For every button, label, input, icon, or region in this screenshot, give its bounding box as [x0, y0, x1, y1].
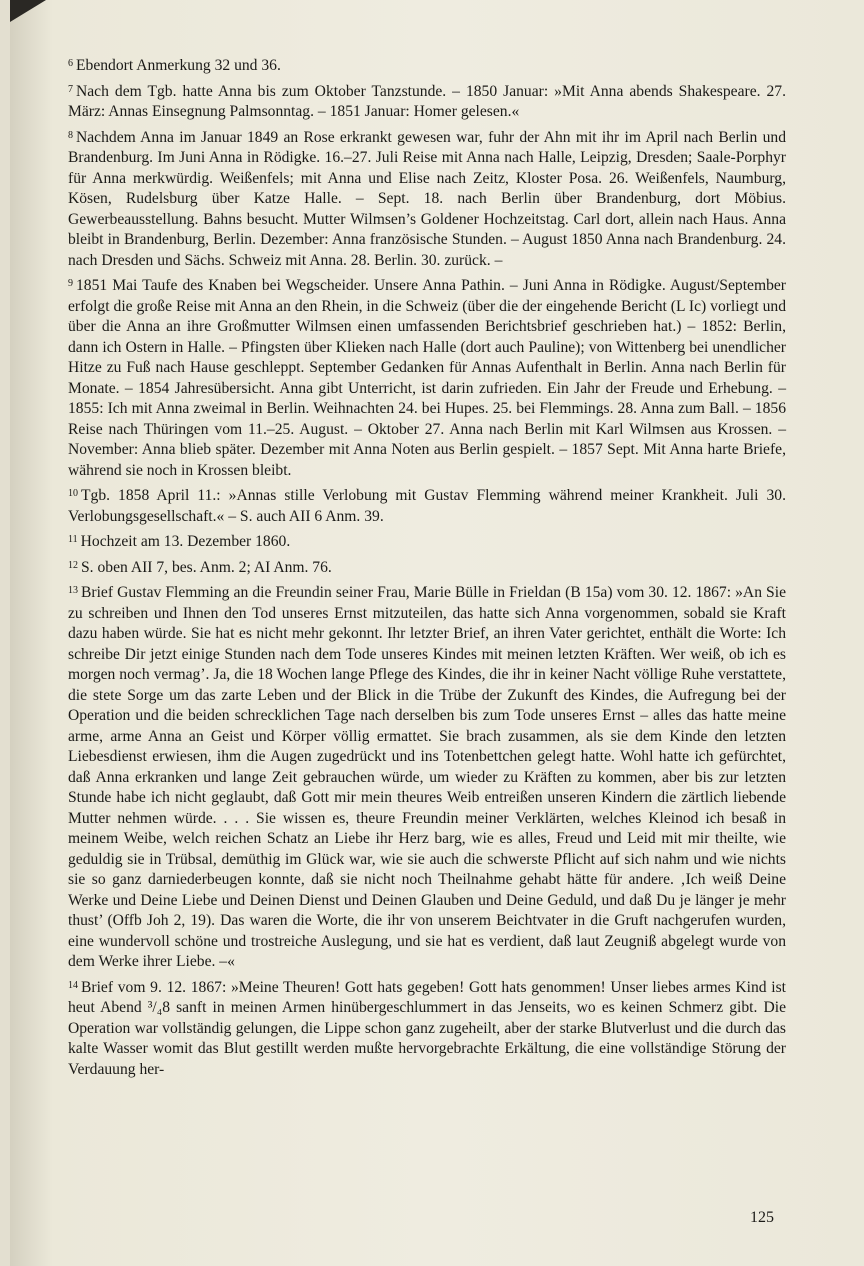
footnotes-block	[68, 54, 786, 1083]
footnote-text: Brief Gustav Flemming an die Freundin seiner Frau, Marie Bülle in Frieldan (B 15a) vom 30. 12. 1867: »An Sie zu schreiben und Ihnen den Tod unseres Ernst mitzuteilen, das hatte sich Anna vorgenommen, sobald sie Kraft dazu haben würde. Sie hat es nicht mehr gekonnt. Ihr letzter Brief, an ihren Vater gerichtet, enthält die Worte: Ich schreibe Dir jetzt einige Stunden nach dem Tode unseres Kindes mit meinen letzten Kräften. Wer weiß, ob ich es morgen noch vermag’. Ja, die 18 Wochen lange Pflege des Kindes, die ihr in keiner Nacht völlige Ruhe verstattete, die stete Sorge um das zarte Leben und der Blick in die Trübe der Zukunft des Kindes, die Aufregung bei der Operation und die beiden schrecklichen Tage nach derselben bis zum Tode unseres Ernst – alles das hatte meine arme, arme Anna an Geist und Körper völlig ermattet. Sie brach zusammen, als sie dem Kinde den letzten Liebesdienst erwiesen, ihm die Augen zugedrückt und ins Totenbettchen gelegt hatte. Wohl hatte ich gefürchtet, daß Anna erkranken und lange Zeit gebrauchen würde, um wieder zu Kräften zu kommen, aber bis zur letzten Stunde habe ich nicht geglaubt, daß Gott mir mein theures Weib entreißen unseren Kindern die zärtlich liebende Mutter nehmen würde. . . . Sie wissen es, theure Freundin meiner Verklärten, welches Kleinod ich besaß in meinem Weibe, welch reichen Schatz an Liebe ihr Herz barg, wie es alles, Freud und Leid mit mir theilte, wie geduldig sie in Trübsal, demüthig im Glück war, wie sie auch die schwerste Pflicht auf sich nahm und wie nichts sie so ganz darniederbeugen konnte, daß sie nicht noch Theilnahme gehabt hätte für andere. ‚Ich weiß Deine Werke und Deine Liebe und Deinen Dienst und Deinen Glauben und Deine Geduld, und daß Du je länger je mehr thust’ (Offb Joh 2, 19). Das waren die Worte, die ihr von unserem Beichtvater in die Gruft nachgerufen wurden, eine wundervoll schöne und trostreiche Auslegung, und sie hat es verdient, daß laut Zeugniß abgelegt wurde von dem Werke ihrer Liebe. –«	[68, 584, 786, 970]
footnote-11: $^{11}$ Hochzeit am 13. Dezember 1860.	[68, 533, 291, 550]
footnote-text: Nach dem Tgb. hatte Anna bis zum Oktober Tanzstunde. – 1850 Januar: »Mit Anna abends Shakespeare. 27. März: Annas Einsegnung Palmsonntag. – 1851 Januar: Homer gelesen.«	[68, 82, 786, 120]
footnote-text: Brief vom 9. 12. 1867: »Meine Theuren! Gott hats gegeben! Gott hats genommen! Unser liebes armes Kind ist heut Abend ³/₄8 sanft in meinen Armen hinübergeschlummert in das Jenseits, wo es keinen Schmerz gibt. Die Operation war vollständig gelungen, die Lippe schon ganz zugeheilt, aber der starke Blutverlust und die durch das kalte Wasser womit das Blut gestillt werden mußte hervorgebrachte Erkältung, die eine vollständige Störung der Verdauung her-	[68, 978, 786, 1078]
page-corner-shadow	[10, 0, 46, 22]
footnote-text: S. oben AII 7, bes. Anm. 2; AI Anm. 76.	[81, 558, 332, 576]
footnote-text: Tgb. 1858 April 11.: »Annas stille Verlobung mit Gustav Flemming während meiner Krankheit. Juli 30. Verlobungsgesellschaft.« – S. auch AII 6 Anm. 39.	[68, 487, 786, 525]
footnote-text: Hochzeit am 13. Dezember 1860.	[80, 533, 291, 550]
footnote-text: 1851 Mai Taufe des Knaben bei Wegscheider. Unsere Anna Pathin. – Juni Anna in Rödigke. August/September erfolgt die große Reise mit Anna an den Rhein, in die Schweiz (über die der eingehende Bericht (L Ic) vorliegt und über die Anna an ihre Großmutter Wilmsen einen umfassenden Berichtsbrief geschrieben hat.) – 1852: Berlin, dann ich Ostern in Halle. – Pfingsten über Klieken nach Halle (dort auch Pauline); von Wittenberg bei unendlicher Hitze zu Fuß nach Hause geschleppt. September Gedanken für Annas Aufenthalt in Berlin. Anna nach Berlin für Monate. – 1854 Jahresübersicht. Anna gibt Unterricht, ist darin zufrieden. Ein Jahr der Freude und Erhebung. – 1855: Ich mit Anna zweimal in Berlin. Weihnachten 24. bei Hupes. 25. bei Flemmings. 28. Anna zum Ball. – 1856 Reise nach Thüringen vom 11.–25. August. – Oktober 27. Anna nach Berlin mit Karl Wilmsen aus Krossen. – November: Anna blieb später. Dezember mit Anna Noten aus Berlin gespielt. – 1857 Sept. Mit Anna harte Briefe, während sie noch in Krossen bleibt.	[68, 277, 786, 479]
page-number: 125	[750, 1209, 774, 1226]
footnote-10: $^{10}$ Tgb. 1858 April 11.: »Annas stille Verlobung mit Gustav Flemming während meiner Krankheit. Juli 30. Verlobungsgesellschaft.« – S. auch AII 6 Anm. 39.	[68, 487, 786, 525]
footnote-text: Ebendort Anmerkung 32 und 36.	[76, 57, 281, 74]
footnote-9: $^9$ 1851 Mai Taufe des Knaben bei Wegscheider. Unsere Anna Pathin. – Juni Anna in Rödigke. August/September erfolgt die große Reise mit Anna an den Rhein, in die Schweiz (über die der eingehende Bericht (L Ic) vorliegt und über die Anna an ihre Großmutter Wilmsen einen umfassenden Berichtsbrief geschrieben hat.) – 1852: Berlin, dann ich Ostern in Halle. – Pfingsten über Klieken nach Halle (dort auch Pauline); von Wittenberg bei unendlicher Hitze zu Fuß nach Hause geschleppt. September Gedanken für Annas Aufenthalt in Berlin. Anna nach Berlin für Monate. – 1854 Jahresübersicht. Anna gibt Unterricht, ist darin zufrieden. Ein Jahr der Freude und Erhebung. – 1855: Ich mit Anna zweimal in Berlin. Weihnachten 24. bei Hupes. 25. bei Flemmings. 28. Anna zum Ball. – 1856 Reise nach Thüringen vom 11.–25. August. – Oktober 27. Anna nach Berlin mit Karl Wilmsen aus Krossen. – November: Anna blieb später. Dezember mit Anna Noten aus Berlin gespielt. – 1857 Sept. Mit Anna harte Briefe, während sie noch in Krossen bleibt.	[68, 277, 786, 479]
footnote-12: $^{12}$ S. oben AII 7, bes. Anm. 2; AI Anm. 76.	[68, 558, 332, 576]
footnote-6: $^6$ Ebendort Anmerkung 32 und 36.	[68, 57, 281, 74]
footnote-text: Nachdem Anna im Januar 1849 an Rose erkrankt gewesen war, fuhr der Ahn mit ihr im April nach Berlin und Brandenburg. Im Juni Anna in Rödigke. 16.–27. Juli Reise mit Anna nach Halle, Leipzig, Dresden; Saale-Porphyr für Anna merkwürdig. Weißenfels; mit Anna und Elise nach Zeitz, Kloster Posa. 26. Weißenfels, Naumburg, Kösen, Rudelsburg über Katze Halle. – Sept. 18. nach Berlin über Brandenburg, dort Möbius. Gewerbeausstellung. Bahns besucht. Mutter Wilmsen’s Goldener Hochzeitstag. Carl dort, allein nach Haus. Anna bleibt in Brandenburg, Berlin. Dezember: Anna französische Stunden. – August 1850 Anna nach Brandenburg. 24. nach Dresden und Sächs. Schweiz mit Anna. 28. Berlin. 30. zurück. –	[68, 128, 786, 269]
footnote-13: $^{13}$ Brief Gustav Flemming an die Freundin seiner Frau, Marie Bülle in Frieldan (B 15a) vom 30. 12. 1867: »An Sie zu schreiben und Ihnen den Tod unseres Ernst mitzuteilen, das hatte sich Anna vorgenommen, sobald sie Kraft dazu haben würde. Sie hat es nicht mehr gekonnt. Ihr letzter Brief, an ihren Vater gerichtet, enthält die Worte: Ich schreibe Dir jetzt einige Stunden nach dem Tode unseres Kindes mit meinen letzten Kräften. Wer weiß, ob ich es morgen noch vermag’. Ja, die 18 Wochen lange Pflege des Kindes, die ihr in keiner Nacht völlige Ruhe verstattete, die stete Sorge um das zarte Leben und der Blick in die Trübe der Zukunft des Kindes, die Aufregung bei der Operation und die beiden schrecklichen Tage nach derselben bis zum Tode unseres Ernst – alles das hatte meine arme, arme Anna an Geist und Körper völlig ermattet. Sie brach zusammen, als sie dem Kinde den letzten Liebesdienst erwiesen, ihm die Augen zugedrückt und ins Totenbettchen gelegt hatte. Wohl hatte ich gefürchtet, daß Anna erkranken und lange Zeit gebrauchen würde, um wieder zu Kräften zu kommen, aber bis zur letzten Stunde habe ich nicht geglaubt, daß Gott mir mein theures Weib entreißen unseren Kindern die zärtlich liebende Mutter nehmen würde. . . . Sie wissen es, theure Freundin meiner Verklärten, welches Kleinod ich besaß in meinem Weibe, welch reichen Schatz an Liebe ihr Herz barg, wie es alles, Freud und Leid mit mir theilte, wie geduldig sie in Trübsal, demüthig im Glück war, wie sie auch die schwerste Pflicht auf sich nahm und wie nichts sie so ganz darniederbeugen konnte, daß sie nicht noch Theilnahme gehabt hätte für andere. ‚Ich weiß Deine Werke und Deine Liebe und Deinen Dienst und Deinen Glauben und Deine Geduld, und daß Du je länger je mehr thust’ (Offb Joh 2, 19). Das waren die Worte, die ihr von unserem Beichtvater in die Gruft nachgerufen wurden, eine wundervoll schöne und trostreiche Auslegung, und sie hat es verdient, daß laut Zeugniß abgelegt wurde von dem Werke ihrer Liebe. –«	[68, 584, 786, 970]
footnote-7: $^7$ Nach dem Tgb. hatte Anna bis zum Oktober Tanzstunde. – 1850 Januar: »Mit Anna abends Shakespeare. 27. März: Annas Einsegnung Palmsonntag. – 1851 Januar: Homer gelesen.«	[68, 82, 786, 120]
book-page	[10, 0, 864, 1266]
footnote-14: $^{14}$ Brief vom 9. 12. 1867: »Meine Theuren! Gott hats gegeben! Gott hats genommen! Unser liebes armes Kind ist heut Abend ³/₄8 sanft in meinen Armen hinübergeschlummert in das Jenseits, wo es keinen Schmerz gibt. Die Operation war vollständig gelungen, die Lippe schon ganz zugeheilt, aber der starke Blutverlust und die durch das kalte Wasser womit das Blut gestillt werden mußte hervorgebrachte Erkältung, die eine vollständige Störung der Verdauung her-	[68, 978, 786, 1078]
footnote-8: $^8$ Nachdem Anna im Januar 1849 an Rose erkrankt gewesen war, fuhr der Ahn mit ihr im April nach Berlin und Brandenburg. Im Juni Anna in Rödigke. 16.–27. Juli Reise mit Anna nach Halle, Leipzig, Dresden; Saale-Porphyr für Anna merkwürdig. Weißenfels; mit Anna und Elise nach Zeitz, Kloster Posa. 26. Weißenfels, Naumburg, Kösen, Rudelsburg über Katze Halle. – Sept. 18. nach Berlin über Brandenburg, dort Möbius. Gewerbeausstellung. Bahns besucht. Mutter Wilmsen’s Goldener Hochzeitstag. Carl dort, allein nach Haus. Anna bleibt in Brandenburg, Berlin. Dezember: Anna französische Stunden. – August 1850 Anna nach Brandenburg. 24. nach Dresden und Sächs. Schweiz mit Anna. 28. Berlin. 30. zurück. –	[68, 128, 786, 269]
